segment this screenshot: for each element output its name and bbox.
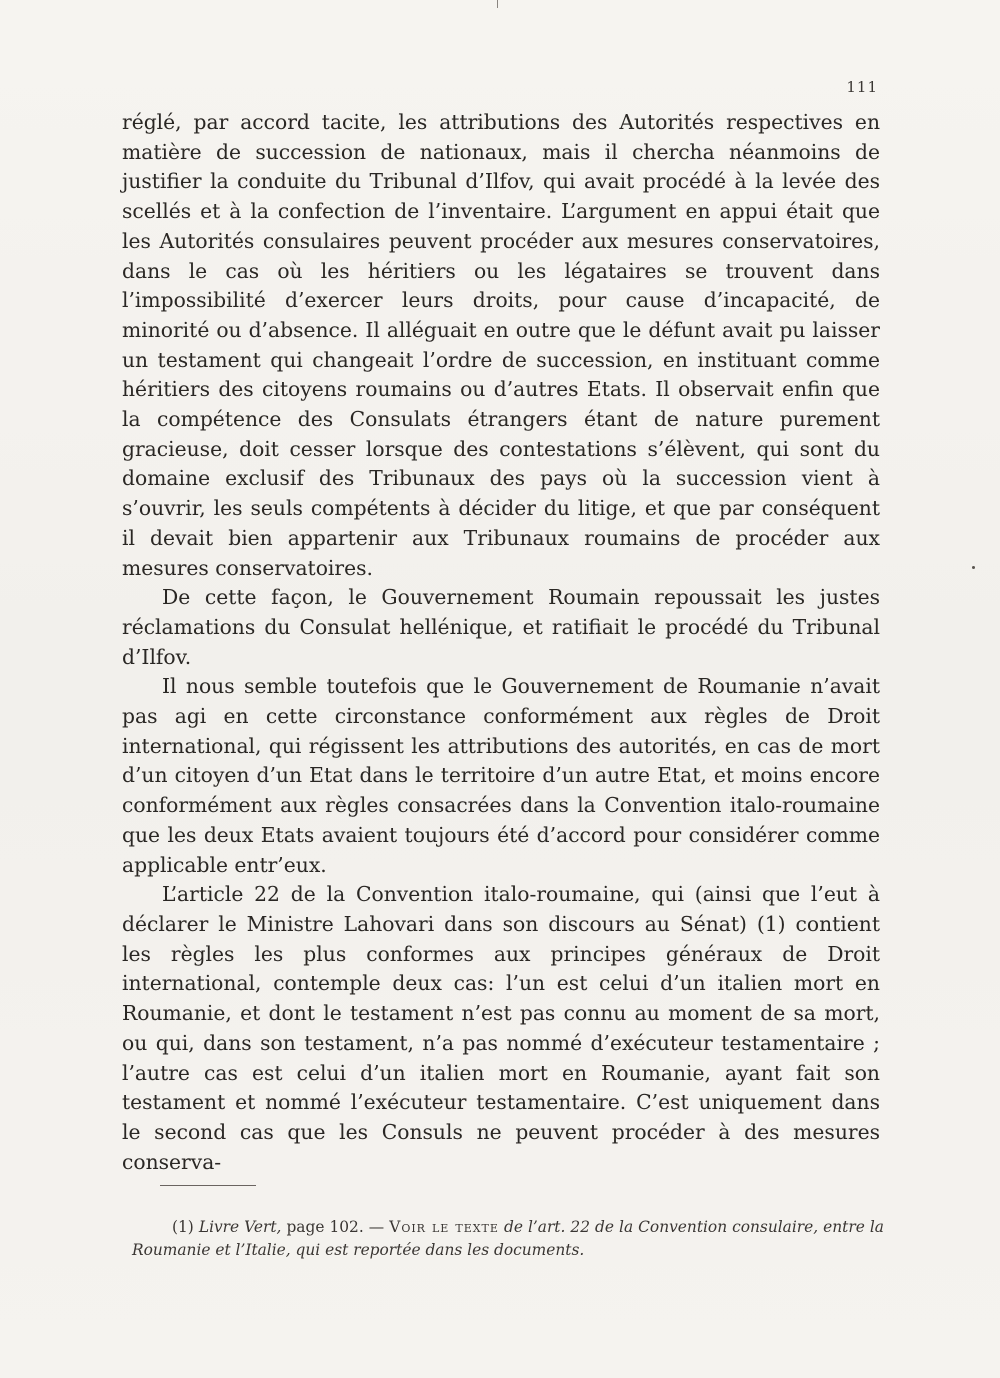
binding-mark <box>497 0 498 8</box>
footnote-rest: de l’art. 22 de la Convention consulaire, entre la Roumanie et l’Italie, qui est reportée dans les documents. <box>132 1218 884 1259</box>
footnote <box>132 1216 884 1262</box>
paragraph: L’article 22 de la Convention italo-roumaine, qui (ainsi que l’eut à déclarer le Ministre Lahovari dans son discours au Sénat) (1) contient les règles les plus conformes aux principes généraux de Droit international, contemple deux cas: l’un est celui d’un italien mort en Roumanie, et dont le testament n’est pas connu au moment de sa mort, ou qui, dans son testament, n’a pas nommé d’exécuteur testamentaire ; l’autre cas est celui d’un italien mort en Roumanie, ayant fait son testament et nommé l’exécuteur testamentaire. C’est uniquement dans le second cas que les Consuls ne peuvent procéder à des mesures conserva- <box>122 882 880 1174</box>
body-text <box>122 108 880 1177</box>
footnote-divider <box>160 1185 256 1186</box>
footnote-page-ref: page 102. — <box>286 1218 385 1236</box>
paragraph: réglé, par accord tacite, les attributions des Autorités respectives en matière de succession de nationaux, mais il chercha néanmoins de justifier la conduite du Tribunal d’Ilfov, qui avait procédé à la levée des scellés et à la confection de l’inventaire. L’argument en appui était que les Autorités consulaires peuvent procéder aux mesures conservatoires, dans le cas où les héritiers ou les légataires se trouvent dans l’impossibilité d’exercer leurs droits, pour cause d’incapacité, de minorité ou d’absence. Il alléguait en outre que le défunt avait pu laisser un testament qui changeait l’ordre de succession, en instituant comme héritiers des citoyens roumains ou d’autres Etats. Il observait enfin que la compétence des Consulats étrangers étant de nature purement gracieuse, doit cesser lorsque des contestations s’élèvent, qui sont du domaine exclusif des Tribunaux des pays où la succession vient à s’ouvrir, les seuls compétents à décider du litige, et que par conséquent il devait bien appartenir aux Tribunaux roumains de procéder aux mesures conservatoires. <box>122 110 880 580</box>
margin-speck <box>972 566 975 569</box>
footnote-voir: Voir le texte <box>389 1218 499 1236</box>
paragraph: Il nous semble toutefois que le Gouvernement de Roumanie n’avait pas agi en cette circonstance conformément aux règles de Droit international, qui régissent les attributions des autorités, en cas de mort d’un citoyen d’un Etat dans le territoire d’un autre Etat, et moins encore conformément aux règles consacrées dans la Convention italo-roumaine que les deux Etats avaient toujours été d’accord pour considérer comme applicable entr’eux. <box>122 674 880 877</box>
page-number: 111 <box>846 78 878 96</box>
footnote-marker: (1) <box>172 1218 194 1236</box>
footnote-source: Livre Vert, <box>198 1218 282 1236</box>
paragraph: De cette façon, le Gouvernement Roumain repoussait les justes réclamations du Consulat hellénique, et ratifiait le procédé du Tribunal d’Ilfov. <box>122 585 880 669</box>
